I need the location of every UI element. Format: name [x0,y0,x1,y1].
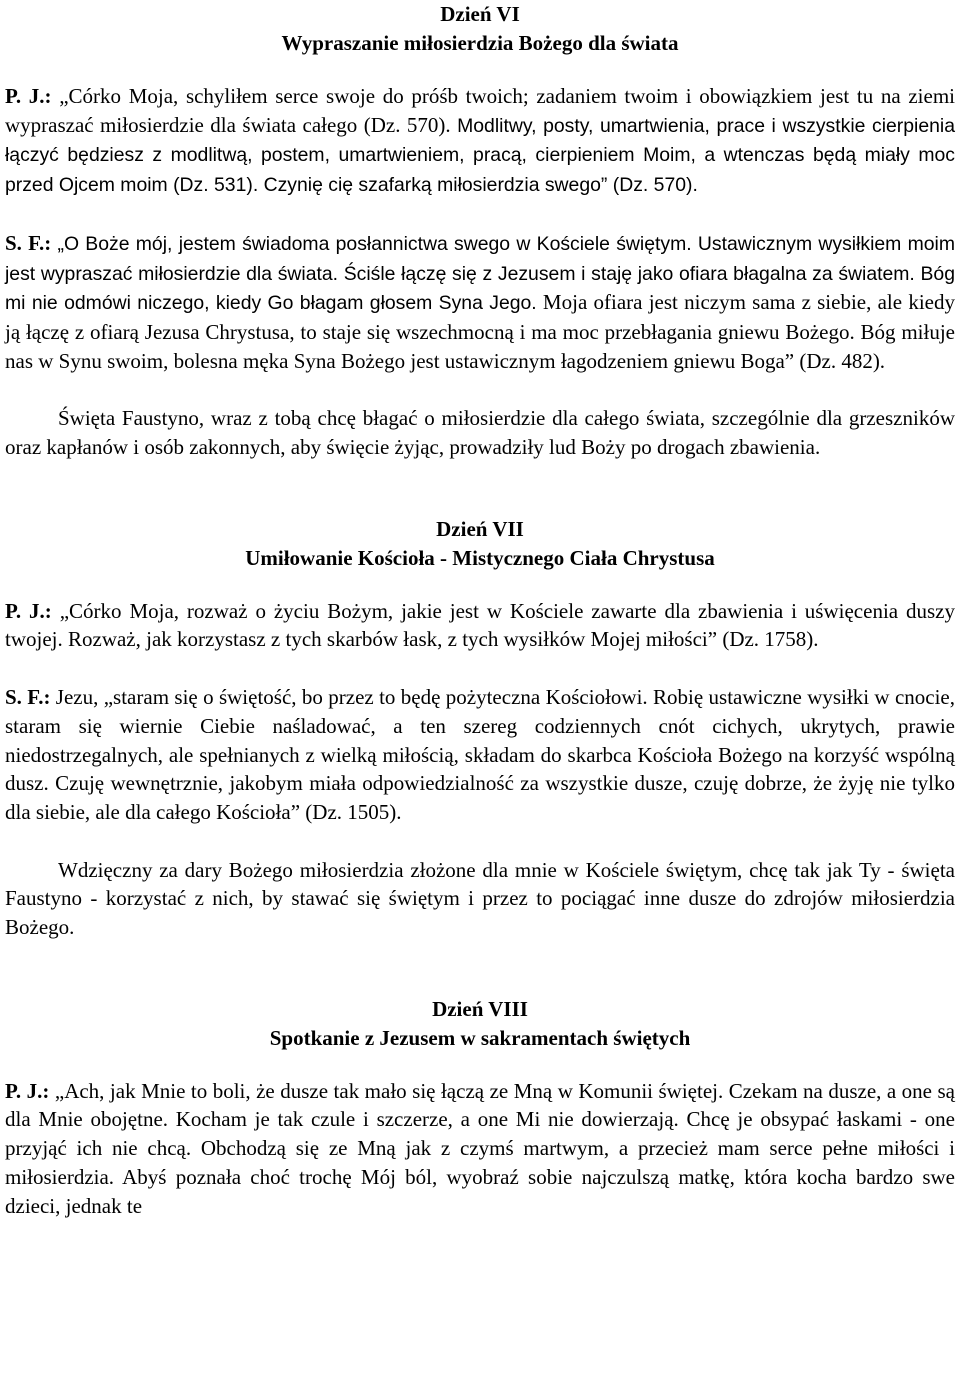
section-day-6 [5,0,955,462]
paragraph-text: Modlitwy, posty, umartwienia, prace i wszystkie cierpienia łączyć będziesz z modlitwą, postem, umartwieniem, pracą, cierpieniem Moim, a wtenczas będą miały moc przed Ojcem moim (Dz. 531). Czynię cię szafarką miłosierdzia swego” (Dz. 570). [5,114,955,197]
day-subtitle: Spotkanie z Jezusem w sakramentach świętych [269,1025,691,1050]
speaker-label: S. F.: [5,230,52,255]
paragraph-text: „O Boże mój, jestem świadoma posłannictwa swego w Kościele świętym. Ustawicznym wysiłkiem moim jest wypraszać miłosierdzie dla świata. Ściśle łączę się z Jezusem i staję jako ofiara błagalna za światem. Bóg mi nie odmówi niczego, kiedy Go błagam głosem Syna Jego. [5,232,955,315]
speaker-label: P. J.: [5,598,52,623]
document-page [5,0,955,1220]
paragraph-jesus [5,597,955,654]
speaker-label: P. J.: [5,84,52,108]
paragraph-text: „Ach, jak Mnie to boli, że dusze tak mało się łączą ze Mną w Komunii świętej. Czekam na dusze, a one są dla Mnie obojętne. Kocham je tak czule i szczerze, a one Mi nie dowierzają. Chcę je obsypać łaskami - one przyjąć ich nie chcą. Obchodzą się ze Mną jak z czymś martwym, a przecież mam serce pełne miłości i miłosierdzia. Abyś poznała choć trochę Mój ból, wyobraź sobie najczulszą matkę, która kocha bardzo swe dzieci, jednak te [5,1078,955,1218]
paragraph-text: Moja ofiara jest niczym sama z siebie, ale kiedy ją łączę z ofiarą Jezusa Chrystusa, to staje się wszechmocną i ma moc przebłagania gniewu Bożego. Bóg miłuje nas w Synu swoim, bolesna męka Syna Bożego jest ustawicznym łagodzeniem gniewu Boga” (Dz. 482). [5,290,955,373]
speaker-label: S. F.: [5,685,51,710]
section-day-7 [5,515,955,942]
paragraph-jesus [5,1077,955,1221]
section-day-8 [5,995,955,1221]
day-title: Dzień VII [436,516,524,541]
paragraph-jesus [5,82,955,200]
paragraph-faustina [5,229,955,376]
speaker-label: P. J.: [5,1078,50,1103]
paragraph-prayer: Święta Faustyno, wraz z tobą chcę błagać o miłosierdzie dla całego świata, szczególnie dla grzeszników oraz kapłanów i osób zakonnych, aby święcie żyjąc, prowadziły lud Boży po drogach zbawienia. [5,406,955,460]
day-title: Dzień VIII [432,996,528,1021]
day-title: Dzień VI [440,2,520,26]
paragraph-text: Jezu, „staram się o świętość, bo przez to będę pożyteczna Kościołowi. Robię ustawiczne wysiłki w cnocie, staram się wiernie Ciebie naśladować, a ten szereg codziennych cnót cichych, ukrytych, prawie niedostrzegalnych, ale spełnianych z wielką miłością, składam do skarbca Kościoła Bożego na korzyść wspólną dusz. Czuję wewnętrznie, jakobym miała odpowiedzialność za wszystkie dusze, czuję dobrze, że żyję nie tylko dla siebie, ale dla całego Kościoła” (Dz. 1505). [5,685,955,824]
day-subtitle: Umiłowanie Kościoła - Mistycznego Ciała Chrystusa [245,545,715,570]
paragraph-text: „Córko Moja, rozważ o życiu Bożym, jakie jest w Kościele zawarte dla zbawienia i uświęcenia duszy twojej. Rozważ, jak korzystasz z tych skarbów łask, z tych wysiłków Mojej miłości” (Dz. 1758). [5,598,955,652]
day-subtitle: Wypraszanie miłosierdzia Bożego dla świata [281,31,679,55]
paragraph-faustina [5,683,955,827]
paragraph-prayer: Wdzięczny za dary Bożego miłosierdzia złożone dla mnie w Kościele świętym, chcę tak jak Ty - święta Faustyno - korzystać z nich, by stawać się świętym i przez to pociągać inne dusze do zdrojów miłosierdzia Bożego. [5,857,955,940]
paragraph-text: „Córko Moja, schyliłem serce swoje do próśb twoich; zadaniem twoim i obowiązkiem jest tu na ziemi wypraszać miłosierdzie dla świata całego (Dz. 570). [5,84,955,137]
